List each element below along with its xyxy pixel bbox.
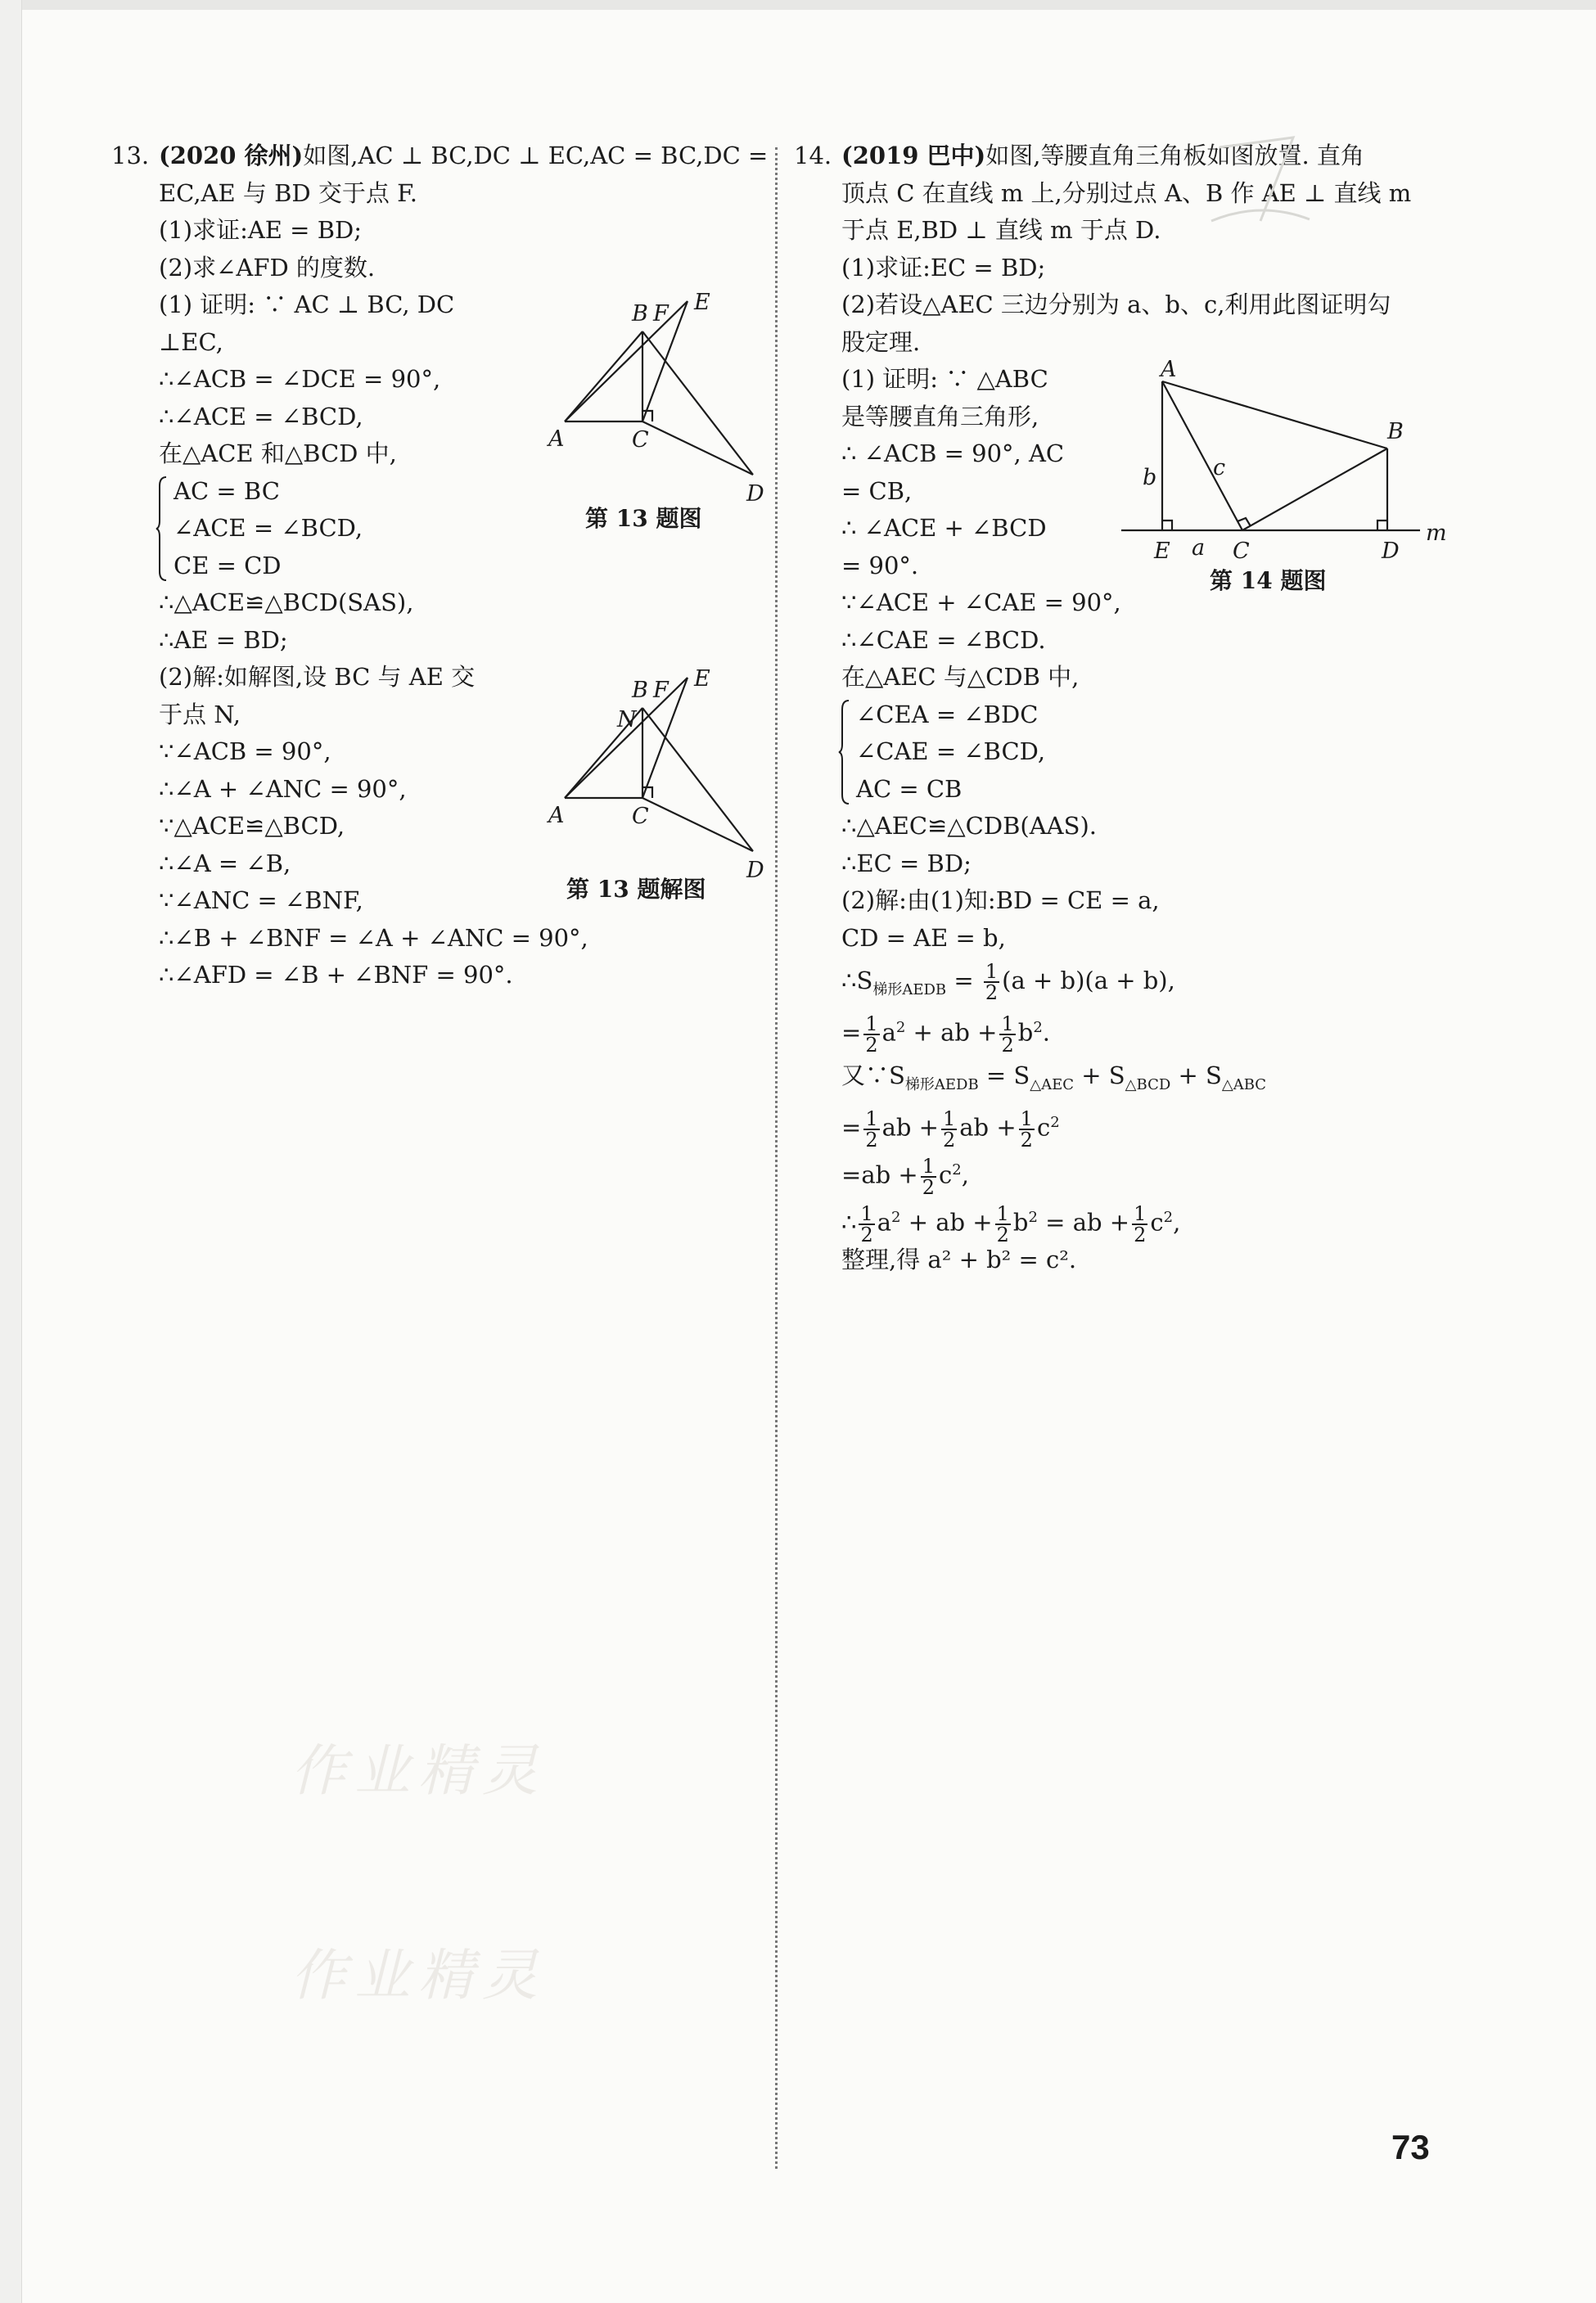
area-rhs: (a + b)(a + b), bbox=[1002, 967, 1175, 994]
q13-solution-line: ∴△ACE≌△BCD(SAS), bbox=[159, 588, 414, 616]
q14-part2-line2: 股定理. bbox=[841, 327, 921, 356]
brace-symbol bbox=[156, 476, 167, 581]
q14-solution-line: ∵∠ACE + ∠CAE = 90°, bbox=[841, 588, 1121, 616]
q13-stem-line1 bbox=[111, 137, 769, 175]
label-E: E bbox=[694, 290, 710, 315]
q14-step-expand: = $\frac{1}{2}$ $a^2$ + ab + $\frac{1}{2}$ $b^2$. bbox=[841, 1012, 1050, 1057]
term-ab: ab bbox=[881, 1113, 912, 1142]
scan-top-edge bbox=[0, 0, 1596, 10]
fraction-half bbox=[863, 1106, 879, 1152]
area-subscript: 梯形AEDB bbox=[872, 980, 947, 998]
q13-solution-line: ⊥EC, bbox=[159, 327, 223, 356]
fraction-numerator: 1 bbox=[942, 1106, 956, 1130]
q14-solution-line: ∴ ∠ACB = 90°, AC bbox=[841, 439, 1065, 467]
fraction-half bbox=[995, 1201, 1011, 1246]
label-D: D bbox=[746, 481, 764, 507]
var-b: b bbox=[1017, 1018, 1034, 1047]
label-A: A bbox=[1161, 357, 1177, 382]
fraction-half bbox=[921, 1156, 936, 1197]
subscript-bcd: △BCD bbox=[1125, 1075, 1171, 1093]
fraction-denominator: 2 bbox=[1134, 1223, 1147, 1246]
q13-solution-figure-caption: 第 13 题解图 bbox=[566, 876, 706, 903]
q13-solution-line: ∴∠AFD = ∠B + ∠BNF = 90°. bbox=[159, 961, 513, 989]
q14-stem-line2: 顶点 C 在直线 m 上,分别过点 A、B 作 AE ⊥ 直线 m bbox=[841, 178, 1412, 207]
fraction-denominator: 2 bbox=[996, 1223, 1009, 1246]
term-ab: ab + bbox=[940, 1018, 998, 1047]
fraction-half bbox=[984, 962, 999, 1003]
fraction-denominator: 2 bbox=[865, 1128, 878, 1152]
q14-number: 14. bbox=[794, 142, 832, 169]
q14-part2-line1: (2)若设△AEC 三边分别为 a、b、c,利用此图证明勾 bbox=[841, 291, 1391, 318]
q14-step-equate: ∴ $\frac{1}{2}$ $a^2$ + ab + $\frac{1}{2}$ $b^2$ = ab + $\frac{1}{2}$ $c^2$, bbox=[841, 1201, 1181, 1246]
q13-solution-line: 在△ACE 和△BCD 中, bbox=[159, 439, 397, 467]
label-A: A bbox=[548, 803, 565, 828]
var-b: b bbox=[1012, 1208, 1029, 1237]
area-subscript: 梯形AEDB bbox=[904, 1075, 979, 1093]
fraction-half bbox=[999, 1014, 1015, 1055]
fraction-denominator: 2 bbox=[922, 1175, 935, 1199]
label-B: B bbox=[1387, 419, 1404, 444]
label-B: B bbox=[632, 678, 648, 703]
label-D: D bbox=[1382, 539, 1400, 564]
q14-stem-line3: 于点 E,BD ⊥ 直线 m 于点 D. bbox=[841, 216, 1161, 244]
watermark-text: 作业精灵 bbox=[291, 1739, 547, 1804]
q13-solution-line: ∴∠ACB = ∠DCE = 90°, bbox=[159, 365, 441, 393]
q14-solution-line: ∴△AEC≌△CDB(AAS). bbox=[841, 812, 1098, 840]
fraction-denominator: 2 bbox=[865, 1033, 878, 1057]
q13-stem-line2: EC,AE 与 BD 交于点 F. bbox=[159, 178, 417, 207]
q13-part2: (2)求∠AFD 的度数. bbox=[159, 253, 376, 282]
label-A: A bbox=[548, 426, 565, 452]
q13-solution-line: ∵△ACE≌△BCD, bbox=[159, 812, 345, 840]
fraction-numerator: 1 bbox=[1001, 1012, 1014, 1035]
q14-solution-line: ∴ ∠ACE + ∠BCD bbox=[841, 514, 1047, 542]
q13-solution-figure-svg bbox=[540, 663, 786, 883]
fraction-numerator: 1 bbox=[865, 1012, 878, 1035]
fraction-denominator: 2 bbox=[985, 981, 999, 1004]
equals-s: = S bbox=[985, 1061, 1030, 1089]
q13-system-line: AC = BC bbox=[174, 476, 280, 505]
fraction-half bbox=[1019, 1106, 1035, 1152]
fraction-denominator: 2 bbox=[1020, 1128, 1033, 1152]
label-E: E bbox=[1154, 539, 1170, 564]
q14-step-simplify: =ab + $\frac{1}{2}$ $c^2$, bbox=[841, 1154, 969, 1199]
var-a: a bbox=[881, 1018, 896, 1047]
q14-solution-line: ∴EC = BD; bbox=[841, 849, 972, 877]
q13-solution-line: ∴∠A = ∠B, bbox=[159, 849, 291, 877]
q13-solution-line: (2)解:如解图,设 BC 与 AE 交 bbox=[159, 663, 476, 691]
q14-solution-line: 在△AEC 与△CDB 中, bbox=[841, 663, 1080, 691]
label-a: a bbox=[1192, 535, 1206, 561]
var-c: c bbox=[1150, 1208, 1164, 1237]
q13-figure-svg bbox=[540, 286, 786, 507]
fraction-numerator: 1 bbox=[1134, 1201, 1147, 1225]
q14-area-formula: $\therefore S_{梯形AEDB}$ = $\frac{1}{2}$ (a + b)(a + b), bbox=[841, 960, 1175, 1004]
watermark-text: 作业精灵 bbox=[291, 1944, 547, 2008]
label-m: m bbox=[1426, 521, 1447, 546]
q14-area-sum: 又$\because S_{梯形AEDB} = S_{\triangle AEC} + S_{\triangle BCD} + S_{\triangle ABC}$ bbox=[841, 1061, 1267, 1093]
label-b: b bbox=[1143, 465, 1157, 490]
q14-solution-line: CD = AE = b, bbox=[841, 923, 1006, 952]
q13-system-line: ∠ACE = ∠BCD, bbox=[174, 514, 363, 542]
q14-solution-line: 是等腰直角三角形, bbox=[841, 402, 1039, 430]
q14-solution-line: = CB, bbox=[841, 476, 913, 505]
q13-stem-text: 如图,AC ⊥ BC,DC ⊥ EC,AC = BC,DC = bbox=[303, 142, 769, 169]
fraction-denominator: 2 bbox=[942, 1128, 956, 1152]
label-F: F bbox=[653, 678, 669, 703]
q13-source: (2020 徐州) bbox=[159, 142, 304, 169]
label-E: E bbox=[694, 666, 710, 692]
fraction-half bbox=[1132, 1201, 1147, 1246]
term-ab: ab bbox=[959, 1113, 990, 1142]
q13-solution-line: ∴∠ACE = ∠BCD, bbox=[159, 402, 363, 430]
q13-solution-line: ∴∠A + ∠ANC = 90°, bbox=[159, 774, 407, 803]
label-c: c bbox=[1213, 455, 1226, 480]
fraction-numerator: 1 bbox=[1020, 1106, 1033, 1130]
fraction-half bbox=[863, 1014, 879, 1055]
label-C: C bbox=[632, 427, 649, 453]
q14-equation-system bbox=[841, 696, 1457, 809]
term-ab: ab bbox=[1072, 1208, 1102, 1237]
q13-number: 13. bbox=[111, 142, 150, 169]
q13-solution-line: ∴AE = BD; bbox=[159, 625, 288, 654]
page-number: 73 bbox=[1391, 2128, 1430, 2166]
subscript-abc: △ABC bbox=[1221, 1075, 1267, 1093]
fraction-numerator: 1 bbox=[985, 960, 999, 983]
label-F: F bbox=[653, 301, 669, 327]
q14-stem-line1 bbox=[794, 137, 1457, 175]
var-c: c bbox=[1036, 1113, 1051, 1142]
q13-solution-line: ∴∠B + ∠BNF = ∠A + ∠ANC = 90°, bbox=[159, 923, 588, 952]
subscript-aec: △AEC bbox=[1030, 1075, 1075, 1093]
q14-figure bbox=[1121, 357, 1449, 564]
q13-system-line: CE = CD bbox=[174, 551, 282, 579]
q13-figure bbox=[540, 286, 786, 507]
fraction-half bbox=[859, 1201, 874, 1246]
q13-solution-line: 于点 N, bbox=[159, 700, 241, 728]
area-symbol: ∴S bbox=[841, 967, 873, 994]
fraction-numerator: 1 bbox=[865, 1106, 878, 1130]
q14-step-sum: = $\frac{1}{2}$ ab + $\frac{1}{2}$ ab + $\frac{1}{2}$ $c^2$ bbox=[841, 1106, 1060, 1152]
q14-system-line: ∠CEA = ∠BDC bbox=[856, 700, 1039, 728]
q13-solution-line: ∵∠ACB = 90°, bbox=[159, 737, 331, 765]
var-a: a bbox=[877, 1208, 892, 1237]
fraction-denominator: 2 bbox=[1001, 1033, 1014, 1057]
fraction-denominator: 2 bbox=[860, 1223, 873, 1246]
scan-left-edge bbox=[0, 0, 22, 2303]
var-c: c bbox=[938, 1161, 953, 1189]
q14-source: (2019 巴中) bbox=[841, 142, 986, 169]
q14-solution-line: (1) 证明: ∵ △ABC bbox=[841, 365, 1048, 393]
q14-final: 整理,得 a² + b² = c². bbox=[841, 1246, 1077, 1273]
q14-figure-caption: 第 14 题图 bbox=[1210, 567, 1327, 594]
fraction-numerator: 1 bbox=[922, 1154, 935, 1178]
label-C: C bbox=[632, 804, 649, 829]
label-B: B bbox=[632, 301, 648, 327]
q14-figure-svg bbox=[1121, 357, 1449, 564]
question-14 bbox=[794, 137, 1457, 1279]
label-D: D bbox=[746, 858, 764, 883]
term-ab: ab bbox=[936, 1208, 966, 1237]
fraction-numerator: 1 bbox=[860, 1201, 873, 1225]
fraction-numerator: 1 bbox=[996, 1201, 1009, 1225]
q13-solution-figure bbox=[540, 663, 786, 883]
q13-solution-line: (1) 证明: ∵ AC ⊥ BC, DC bbox=[159, 291, 455, 318]
label-C: C bbox=[1233, 539, 1250, 564]
q14-solution-line: ∴∠CAE = ∠BCD. bbox=[841, 625, 1046, 654]
q13-solution-line: ∵∠ANC = ∠BNF, bbox=[159, 886, 363, 914]
q14-system-line: ∠CAE = ∠BCD, bbox=[856, 737, 1046, 765]
q14-part1: (1)求证:EC = BD; bbox=[841, 253, 1046, 282]
faint-stamp-logo bbox=[1203, 123, 1318, 229]
q14-stem-text: 如图,等腰直角三角板如图放置. 直角 bbox=[985, 142, 1364, 169]
q14-solution-line: = 90°. bbox=[841, 551, 919, 579]
brace-symbol bbox=[838, 700, 850, 804]
also-symbol: 又∵S bbox=[841, 1061, 905, 1089]
term-ab: ab bbox=[861, 1161, 891, 1189]
q13-figure-caption: 第 13 题图 bbox=[585, 505, 702, 532]
q14-solution-line: (2)解:由(1)知:BD = CE = a, bbox=[841, 886, 1160, 914]
q14-system-line: AC = CB bbox=[856, 774, 963, 803]
label-N: N bbox=[617, 707, 637, 732]
fraction-half bbox=[941, 1106, 957, 1152]
q13-part1: (1)求证:AE = BD; bbox=[159, 216, 363, 244]
